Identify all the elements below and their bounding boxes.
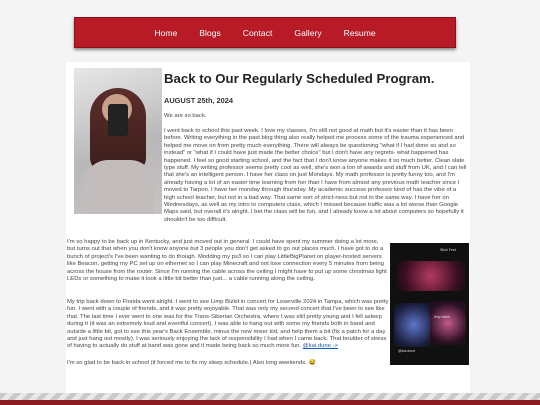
post-intro-paragraph: We are so back.	[164, 113, 207, 119]
blog-post	[66, 62, 470, 394]
school-paragraph: I went back to school this past week. I love my classes, I'm still not good at math but it's easier than it has been before. Writing everything in the past blog thing also really helped me process some of the trauma experienced and helped me move on from pretty much everything. There will always be questioning "what if I had done so and so instead" or "what if I could have just made the better choice" but I don't have any regrets- what happened has happened. I feel so good starting school, and the fact that I don't know anyone makes it so much better. Clean slate type stuff. My writing professor seems pretty cool as well, she's won a ton of awards and stuff from UK, and I can tell that she's an intelligent person. I have her class on just Mondays. My math professor is pretty funny too, and I'm already having a lot of an easier time learning from her than I have from almost any previous math teacher since I moved to Tarpon. I have her monday through thursday. My academic success professor kind of has the vibe of a high school teacher, but not in a bad way. That same sort of strict-ness but not in the same way. I have her on Wednesdays, as well as my intro to computers class, which I missed because traffic was a lot worse than Google Maps said, but overall it's alright. I bet the class will be fun, and I already know a lot about computers so hopefully it shouldn't be too difficult.	[164, 128, 467, 223]
concert-crowd-light-pink	[430, 301, 466, 345]
nav-contact-link[interactable]: Contact	[242, 27, 273, 38]
nav-blogs-link[interactable]: Blogs	[199, 27, 221, 38]
phone-shape	[108, 104, 128, 136]
instagram-link[interactable]: @kai.dune ->	[302, 343, 338, 350]
post-date: AUGUST 25th, 2024	[164, 96, 234, 105]
author-mirror-selfie-image	[74, 68, 162, 214]
florida-trip-text: My trip back down to Florida went alright. I went to see Limp Bizkit in concert for Loserville 2024 in Tampa, which was pretty fun. I went with a couple of friends, and it was pretty enjoyable. That was only my second concert that I've been to see like that. The last time I ever went to one was for the Trans-Siberian Orchestra, where I was still pretty young and I fell asleep during it (it was an extremely loud and eventful concert). I was able to hang out with some my friends both in band and outside a little bit, got to see this year's Back Ensemble, minus the new mixer kid, and help them a bit (fix a patch for a day and just hang out mostly). I was seriously enjoying the lack of responsibility I had when I came back. That boulder of stress of having to actually do stuff at band was gone and it made being back so much more fun.	[67, 299, 389, 350]
nav-home-link[interactable]: Home	[154, 27, 178, 38]
nav-resume-link[interactable]: Resume	[343, 27, 376, 38]
closing-paragraph: I'm so glad to be back in school (it forced me to fix my sleep schedule.) Also long weekends. 😅	[67, 360, 316, 366]
footer-red-bar	[0, 400, 540, 405]
collage-caption: limp bizkit	[434, 315, 450, 319]
collage-caption: @kai.dune	[398, 349, 416, 353]
collage-caption: Stick Fest	[440, 248, 456, 252]
shirt-shape	[84, 160, 154, 214]
concert-stage-light	[396, 261, 466, 291]
main-navbar	[74, 17, 456, 48]
summer-paragraph: I'm so happy to be back up in Kentucky, and just moved out in general. I could have spent my summer doing a lot more, but turns out that when you don't know anyone but 3 people you don't get asked to go out places much. I have got to do a bunch of project's I've been wanting to do though. Modding my ps3 so I can play LittleBigPlanet on player-hosted servers like Beacon, getting my PC set up on ethernet so I can play Minecraft and not lose connection every 5 minutes from being across the house from the router. Since I'm running the cable across the ceiling I might have to put up some christmas light LEDs or something to make it look a little bit better than just... a cable running along the ceiling.	[67, 239, 387, 283]
concert-photo-collage	[390, 243, 469, 365]
nav-gallery-link[interactable]: Gallery	[294, 27, 322, 38]
concert-crowd-light-blue	[394, 303, 434, 347]
post-title: Back to Our Regularly Scheduled Program.	[164, 71, 435, 86]
florida-trip-paragraph	[67, 299, 389, 351]
decorative-footer-band	[0, 393, 540, 405]
